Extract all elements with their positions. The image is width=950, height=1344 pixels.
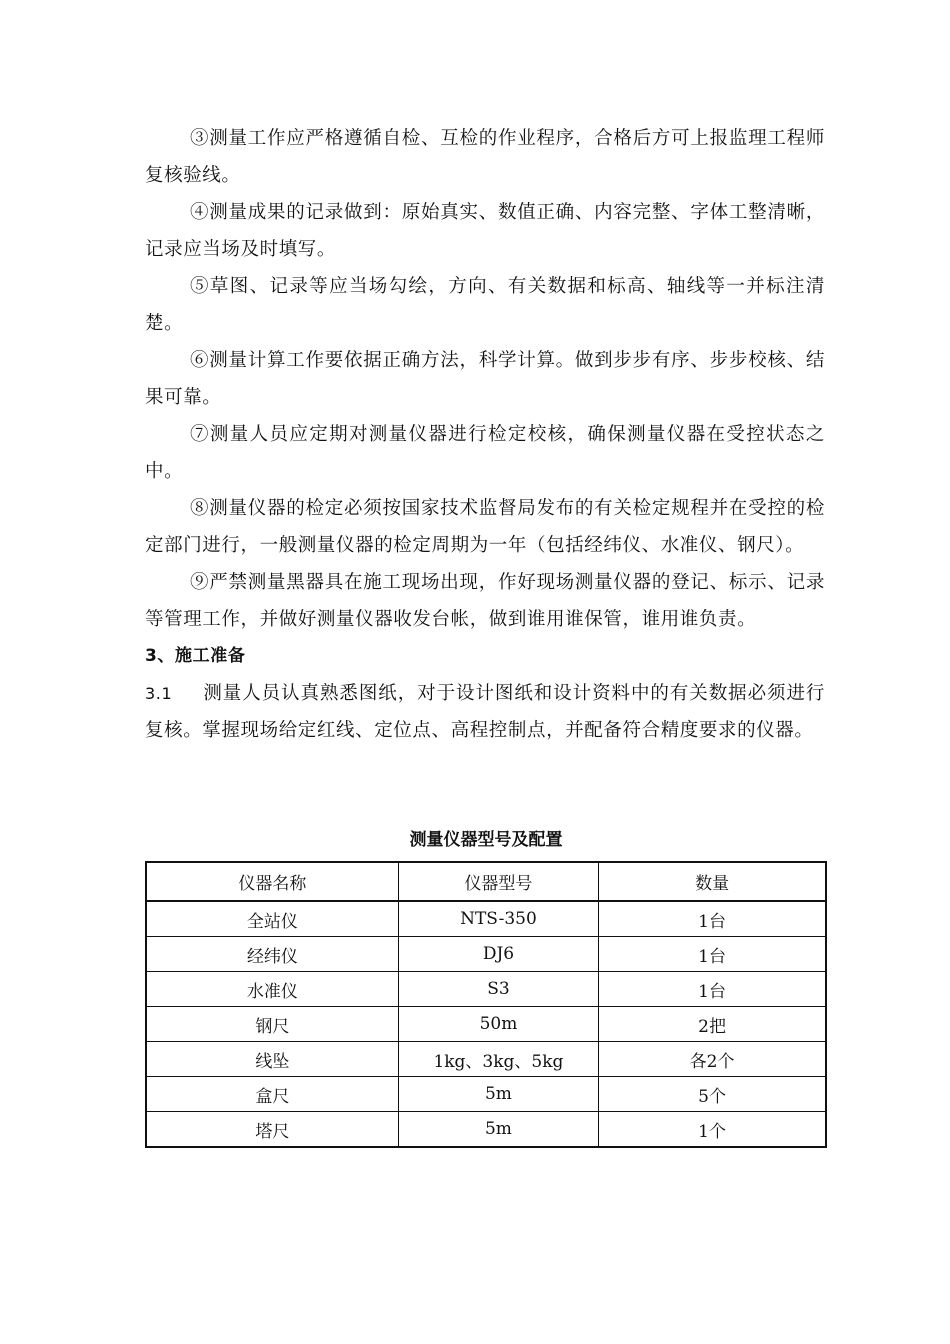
cell-model: S3 (398, 972, 598, 1007)
cell-quantity: 1台 (599, 937, 826, 972)
body-text (145, 120, 825, 749)
cell-name: 经纬仪 (146, 937, 398, 972)
cell-quantity: 1个 (599, 1112, 826, 1148)
header-model: 仪器型号 (398, 862, 598, 901)
cell-name: 全站仪 (146, 901, 398, 937)
table-row (146, 972, 826, 1007)
table-row (146, 1077, 826, 1112)
cell-model: DJ6 (398, 937, 598, 972)
header-name: 仪器名称 (146, 862, 398, 901)
paragraph-item-3: ③测量工作应严格遵循自检、互检的作业程序，合格后方可上报监理工程师复核验线。 (145, 128, 825, 186)
cell-quantity: 1台 (599, 972, 826, 1007)
table-row (146, 1007, 826, 1042)
cell-quantity: 5个 (599, 1077, 826, 1112)
header-quantity: 数量 (599, 862, 826, 901)
paragraph-item-4: ④测量成果的记录做到：原始真实、数值正确、内容完整、字体工整清晰，记录应当场及时填写。 (145, 202, 825, 260)
paragraph-item-9: ⑨严禁测量黑器具在施工现场出现，作好现场测量仪器的登记、标示、记录等管理工作，并做好测量仪器收发台帐，做到谁用谁保管，谁用谁负责。 (145, 572, 825, 630)
cell-name: 塔尺 (146, 1112, 398, 1148)
table-row (146, 901, 826, 937)
table-header-row (146, 862, 826, 901)
paragraph-item-7: ⑦测量人员应定期对测量仪器进行检定校核，确保测量仪器在受控状态之中。 (145, 424, 825, 482)
cell-model: 50m (398, 1007, 598, 1042)
cell-quantity: 2把 (599, 1007, 826, 1042)
section-heading: 3、施工准备 (145, 646, 246, 666)
section-paragraph-text: 测量人员认真熟悉图纸，对于设计图纸和设计资料中的有关数据必须进行复核。掌握现场给定红线、定位点、高程控制点，并配备符合精度要求的仪器。 (145, 683, 825, 741)
table-row (146, 937, 826, 972)
table-row (146, 1112, 826, 1148)
paragraph-item-6: ⑥测量计算工作要依据正确方法，科学计算。做到步步有序、步步校核、结果可靠。 (145, 350, 825, 408)
section-paragraph (145, 675, 825, 749)
table-title: 测量仪器型号及配置 (409, 830, 563, 850)
table-row (146, 1042, 826, 1077)
cell-quantity: 1台 (599, 901, 826, 937)
cell-name: 线坠 (146, 1042, 398, 1077)
cell-quantity: 各2个 (599, 1042, 826, 1077)
cell-name: 水准仪 (146, 972, 398, 1007)
cell-name: 钢尺 (146, 1007, 398, 1042)
cell-name: 盒尺 (146, 1077, 398, 1112)
cell-model: NTS-350 (398, 901, 598, 937)
paragraph-item-8: ⑧测量仪器的检定必须按国家技术监督局发布的有关检定规程并在受控的检定部门进行，一般测量仪器的检定周期为一年（包括经纬仪、水准仪、钢尺）。 (145, 498, 825, 556)
cell-model: 5m (398, 1077, 598, 1112)
equipment-table (145, 861, 827, 1148)
cell-model: 5m (398, 1112, 598, 1148)
paragraph-item-5: ⑤草图、记录等应当场勾绘，方向、有关数据和标高、轴线等一并标注清楚。 (145, 276, 825, 334)
section-number: 3.1 (145, 684, 173, 703)
cell-model: 1kg、3kg、5kg (398, 1042, 598, 1077)
